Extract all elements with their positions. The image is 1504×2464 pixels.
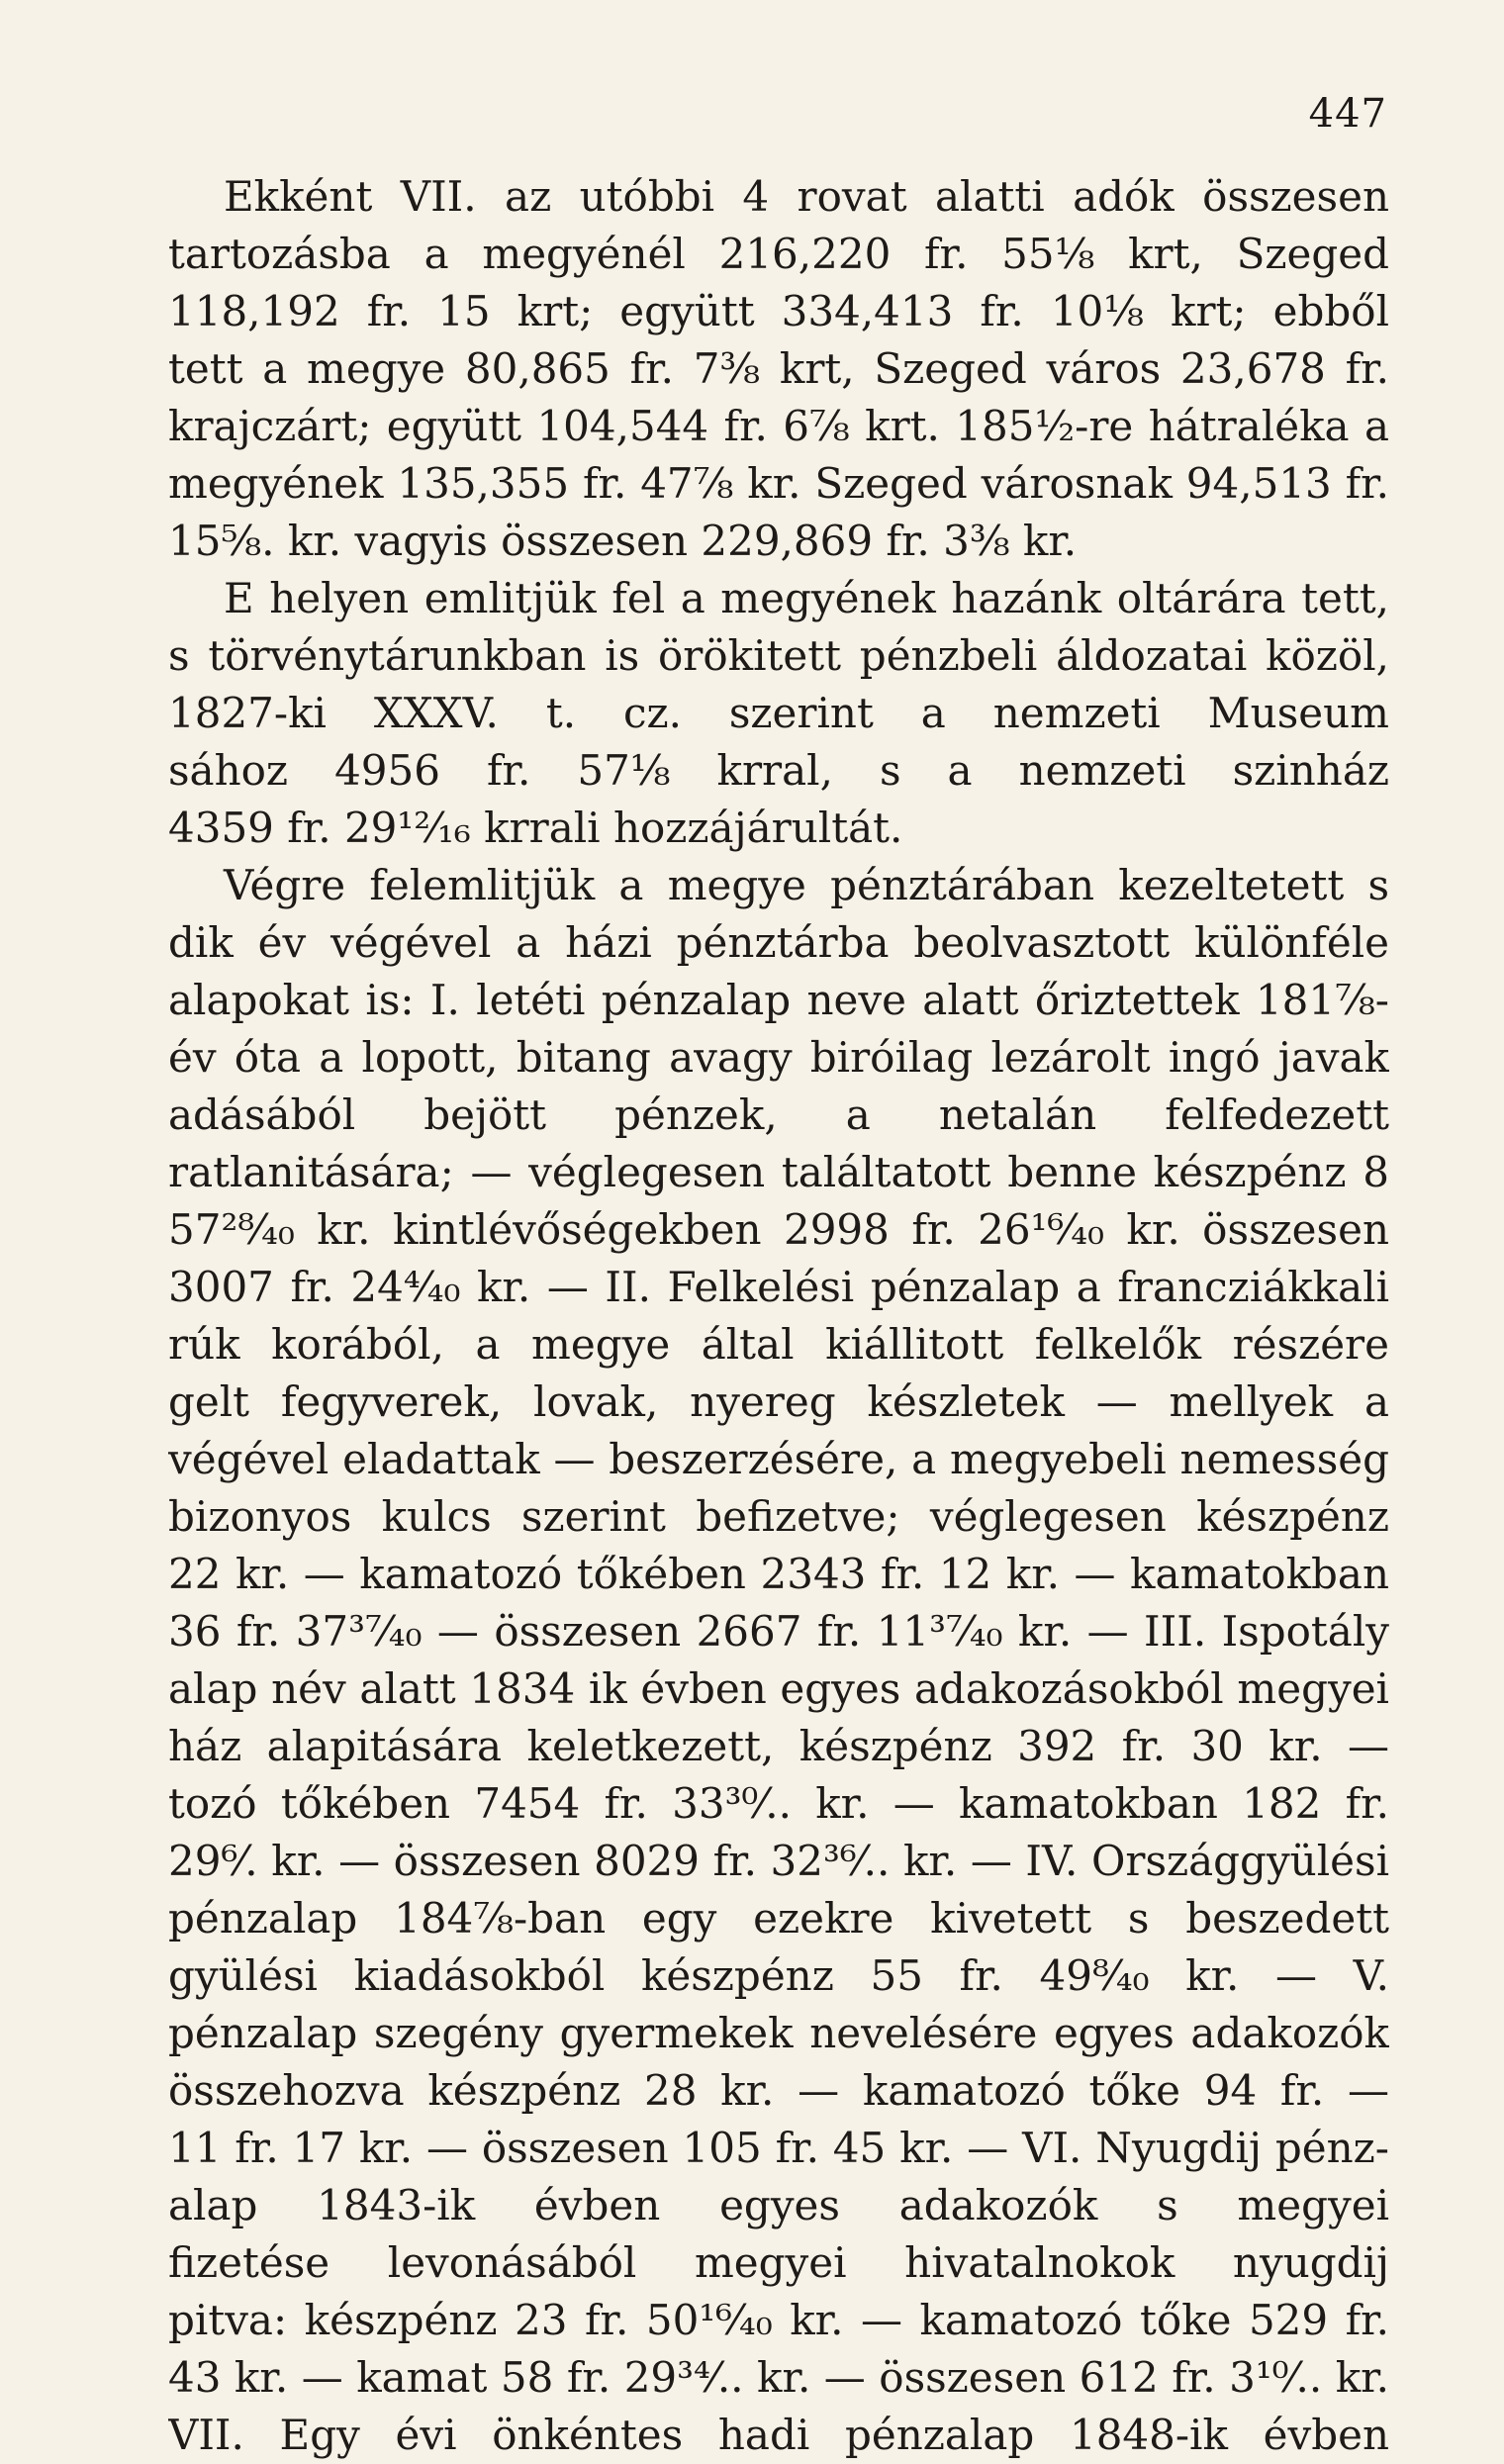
page-number: 447 bbox=[1308, 91, 1387, 137]
text-line: megyének 135,355 fr. 47⅞ kr. Szeged városnak 94,513 fr. bbox=[168, 459, 1389, 508]
text-line: összehozva készpénz 28 kr. — kamatozó tőke 94 fr. — bbox=[168, 2066, 1389, 2115]
text-line: tett a megye 80,865 fr. 7⅜ krt, Szeged város 23,678 fr. bbox=[168, 344, 1389, 393]
text-line: Ekként VII. az utóbbi 4 rovat alatti adók összesen bbox=[224, 172, 1389, 221]
text-line: 15⅝. kr. vagyis összesen 229,869 fr. 3⅜ kr. bbox=[168, 517, 1078, 565]
text-line: tozó tőkében 7454 fr. 33³⁰⁄.. kr. — kamatokban 182 fr. bbox=[168, 1779, 1389, 1828]
text-line: 57²⁸⁄₄₀ kr. kintlévőségekben 2998 fr. 26¹⁶⁄₄₀ kr. összesen bbox=[168, 1205, 1389, 1254]
text-line: tartozásba a megyénél 216,220 fr. 55⅛ krt, Szeged bbox=[168, 230, 1389, 278]
text-line: 4359 fr. 29¹²⁄₁₆ krrali hozzájárultát. bbox=[168, 804, 903, 852]
text-line: gyülési kiadásokból készpénz 55 fr. 49⁸⁄₄₀ kr. — V. bbox=[168, 1951, 1389, 2000]
text-line: krajczárt; együtt 104,544 fr. 6⅞ krt. 185½-re hátraléka a bbox=[168, 402, 1389, 450]
text-line: Végre felemlitjük a megye pénztárában kezeltetett s bbox=[224, 861, 1389, 909]
text-line: 11 fr. 17 kr. — összesen 105 fr. 45 kr. — VI. Nyugdij pénz- bbox=[168, 2124, 1389, 2172]
text-line: ház alapitására keletkezett, készpénz 392 fr. 30 kr. — bbox=[168, 1722, 1389, 1770]
text-line: rúk korából, a megye által kiállitott felkelők részére bbox=[168, 1320, 1389, 1369]
text-line: pénzalap szegény gyermekek nevelésére egyes adakozók bbox=[168, 2009, 1389, 2057]
text-line: bizonyos kulcs szerint befizetve; véglegesen készpénz bbox=[168, 1492, 1389, 1541]
text-line: 3007 fr. 24⁴⁄₄₀ kr. — II. Felkelési pénzalap a francziákkali bbox=[168, 1263, 1389, 1311]
text-line: 29⁶⁄. kr. — összesen 8029 fr. 32³⁶⁄.. kr. — IV. Országgyülési bbox=[168, 1837, 1389, 1885]
text-line: pénzalap 184⅞-ban egy ezekre kivetett s beszedett bbox=[168, 1894, 1389, 1943]
text-line: 118,192 fr. 15 krt; együtt 334,413 fr. 10⅛ krt; ebből bbox=[168, 287, 1389, 335]
text-line: 1827-ki XXXV. t. cz. szerint a nemzeti Museum bbox=[168, 689, 1389, 737]
text-line: 36 fr. 37³⁷⁄₄₀ — összesen 2667 fr. 11³⁷⁄₄₀ kr. — III. Ispotály bbox=[168, 1607, 1389, 1656]
text-line: E helyen emlitjük fel a megyének hazánk oltárára tett, bbox=[224, 574, 1389, 622]
text-line: 22 kr. — kamatozó tőkében 2343 fr. 12 kr. — kamatokban bbox=[168, 1550, 1389, 1598]
text-line: gelt fegyverek, lovak, nyereg készletek — mellyek a bbox=[168, 1377, 1389, 1426]
text-line: pitva: készpénz 23 fr. 50¹⁶⁄₄₀ kr. — kamatozó tőke 529 fr. bbox=[168, 2296, 1389, 2344]
text-line: alap 1843-ik évben egyes adakozók s megyei bbox=[168, 2181, 1389, 2229]
text-line: sához 4956 fr. 57⅛ krral, s a nemzeti szinház bbox=[168, 746, 1389, 795]
text-line: dik év végével a házi pénztárba beolvasztott különféle bbox=[168, 918, 1389, 967]
text-line: VII. Egy évi önkéntes hadi pénzalap 1848-ik évben bbox=[168, 2411, 1389, 2459]
text-line: 43 kr. — kamat 58 fr. 29³⁴⁄.. kr. — összesen 612 fr. 3¹⁰⁄.. kr. bbox=[168, 2353, 1389, 2402]
text-line: alapokat is: I. letéti pénzalap neve alatt őriztettek 181⅞- bbox=[168, 976, 1389, 1024]
text-line: adásából bejött pénzek, a netalán felfedezett bbox=[168, 1090, 1389, 1139]
text-line: alap név alatt 1834 ik évben egyes adakozásokból megyei bbox=[168, 1664, 1389, 1713]
body-text bbox=[168, 168, 1389, 2464]
text-line: év óta a lopott, bitang avagy biróilag lezárolt ingó javak bbox=[168, 1033, 1389, 1082]
text-line: fizetése levonásából megyei hivatalnokok nyugdij bbox=[168, 2238, 1389, 2287]
text-line: ratlanitására; — véglegesen találtatott benne készpénz 8 bbox=[168, 1148, 1389, 1196]
text-line: végével eladattak — beszerzésére, a megyebeli nemesség bbox=[168, 1435, 1389, 1483]
text-line: s törvénytárunkban is örökitett pénzbeli áldozatai közöl, bbox=[168, 631, 1389, 680]
